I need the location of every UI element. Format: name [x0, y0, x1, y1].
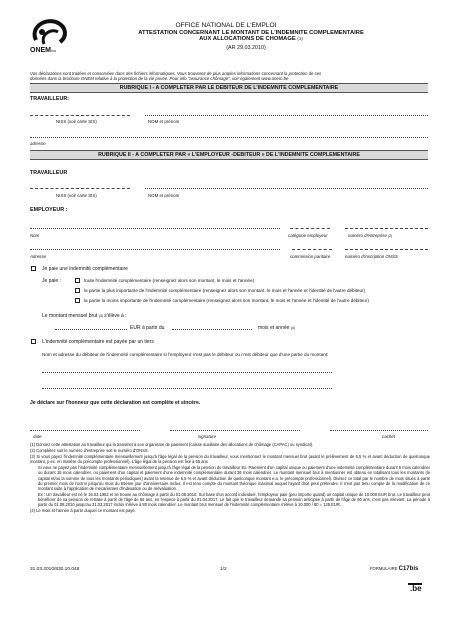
je-paie-label: Je paie :	[42, 278, 61, 284]
form-subtitle: AUX ALLOCATIONS DE CHOMAGE (1)	[199, 36, 303, 42]
decree-ref: (AR 29.03.2010)	[226, 45, 266, 51]
onss-number-label: numéro d'inscription ONSS	[345, 254, 398, 259]
checkbox-third-party[interactable]	[31, 339, 36, 344]
employer-address-label: Adresse	[30, 254, 47, 259]
footnote-1: (1) Donnez cette attestation au travailleur qui la transmet à son organisme de paiement (caisse auxiliaire des allocations de chômage (CAPAC) ou syndicat).	[30, 442, 314, 447]
address-field-1[interactable]	[30, 137, 428, 138]
logo-text: ONEMrva	[30, 47, 56, 54]
eur-from-label: EUR à partir du	[130, 325, 165, 331]
footnote-3: (3) Si vous payez l'indemnité complémentaire mensuellement jusqu'à l'âge légal de la pension du travailleur, vous mentionnez le montant mensuel brut (avant le prélèvement de 6,5 % et avant déduction de quelconque montant, p.ex. en matière du précompte professionnel). L'âge légal de la pension est fixé à 65 ans	[30, 454, 430, 465]
org-name: OFFICE NATIONAL DE L'EMPLOI	[175, 22, 277, 29]
niss-label-2: NISS (voir carte SIS)	[56, 193, 97, 198]
checkbox-sub-larger[interactable]	[75, 288, 80, 293]
honour-declaration: Je déclare sur l'honneur que cette déclaration est complète et sincère.	[30, 400, 201, 406]
form-title: ATTESTATION CONCERNANT LE MONTANT DE L'INDEMNITE COMPLEMENTAIRE	[138, 30, 364, 36]
third-party-line-2[interactable]	[42, 388, 332, 389]
checkbox-pays-supplement[interactable]	[31, 266, 36, 271]
employer-name-field[interactable]	[30, 228, 280, 229]
date-label: date	[33, 434, 42, 439]
be-logo: .be	[410, 584, 422, 593]
onss-number-field[interactable]	[345, 249, 428, 250]
sub-option-smaller: la partie la moins importante de l'indemnité complémentaire (renseignez alors son montant, le mois et l'année et l'identité de l'autre débiteur)	[84, 298, 369, 303]
gross-amount-field[interactable]	[55, 329, 127, 330]
rubrique-2-title: RUBRIQUE II - A COMPLETER PAR « L'EMPLOYEUR -DEBITEUR » DE L'INDEMNITE COMPLEMENTAIRE	[30, 150, 428, 160]
third-party-line-1[interactable]	[42, 372, 332, 373]
worker-label-2: TRAVAILLEUR	[30, 170, 68, 176]
form-id: FORMULAIRE C17bis	[370, 566, 419, 572]
start-month-field[interactable]	[172, 329, 252, 330]
privacy-notice: Vos déclarations sont traitées et conservées dans des fichiers informatiques. Vous trouverez de plus amples informations concernant la protection de ces données dans la brochure ONEM relative à la protection de la vie privée. Pour info "assurance chômage", voir également www.onem.be	[30, 71, 322, 82]
niss-field-2[interactable]	[30, 188, 130, 189]
name-label-2: NOM et prénom	[148, 193, 180, 198]
footnote-2: (2) Complétez soit le numéro d'entreprise soit le numéro d'ONSS.	[30, 448, 149, 454]
joint-committee-field[interactable]	[292, 249, 332, 250]
page-number: 1/2	[220, 567, 227, 572]
name-label-1: NOM et prénom	[148, 119, 180, 124]
enterprise-number-field[interactable]	[345, 228, 428, 229]
employer-label: EMPLOYEUR :	[30, 207, 68, 213]
gross-amount-label: Le montant mensuel brut (3) s'élève à :	[42, 313, 127, 319]
third-party-instruction: Nom et adresse du débiteur de l'indemnité complémentaire si l'employeur n'est pas le débiteur ou n'est débiteur que d'une partie du montant:	[42, 352, 329, 357]
footnote-3-example: Ex : Un travailleur est né le 16.03.1952 et se trouve au chômage à partir du 01.08.2010. Sur base d'un accord individuel, l'employeur paie (peu importe quand) un capital unique de 10.000 EUR brut. Le travailleur peut bénéficier de sa pension de retraite à partir de l'âge de 65 ans, en l'espèce à partir du 01.04.2017. Le fait que le travailleur demande sa pension anticipée à partir de l'âge de 60 ans, n'est pas relevant. La période à partir du 01.08.2010 jusqu'au 31.03.2017 inclus s'élève à 80 mois calendrier. Le montant brut mensuel de l'indemnité complémentaire s'élève à 10.000 / 80 = 125 EUR.	[38, 491, 430, 508]
footnote-3-detail: Si vous ne payez pas l'indemnité complémentaire mensuellement jusqu'à l'âge légal de la pension du travailleur Ex. Paiement d'un capital unique ou paiement d'une indemnité complémentaire durant 5 mois calendrier ou durant 15 mois calendrier, ou paiement d'un capital et paiement d'une indemnité complémentaire durant 36 mois calendrier. Le montant mensuel brut à mentionner est obtenu en totalisant tous les montants (le capital et/ou la somme de tous les montants périodiques) avant la retenue de 6,5 % et avant déduction de quelconque montant e.a. le précompte professionnel). Divisez ce total par le nombre de mois situés à partir du premier mois de l'octroi jusqu'au mois du 65ème jour d'anniversaire inclus. Il est tenu compte du montant théorique maximal auquel l'ayant droit peut prétendre. Il n'est pas tenu compte de la modification de ce montant suite à l'application de mécanismes d'indexation ou de réévaluation.	[38, 465, 430, 491]
sub-option-all: toute l'indemnité complémentaire (renseignez alors son montant, le mois et l'année)	[84, 278, 255, 283]
address-label-1: adresse	[30, 141, 46, 146]
name-field-2[interactable]	[145, 188, 428, 189]
sub-option-larger: la partie la plus importante de l'indemnité complémentaire (renseignez alors son montant, le mois et l'année et l'identité de l'autre débiteur)	[84, 288, 366, 293]
option-pays-supplement: Je paie une indemnité complémentaire	[42, 266, 128, 272]
date-field[interactable]	[30, 430, 140, 431]
footnotes	[30, 442, 430, 513]
stamp-label: cachet	[382, 434, 395, 439]
footnote-4: (4) Le mois et l'année à partir duquel ce montant est payé.	[30, 508, 136, 514]
rubrique-1-title: RUBRIQUE I - A COMPLETER PAR LE DEBITEUR DE L'INDEMNITE COMPLEMENTAIRE	[30, 83, 428, 93]
niss-label-1: NISS (voir carte SIS)	[56, 119, 97, 124]
signature-field[interactable]	[170, 430, 300, 431]
signature-label: signature	[198, 434, 217, 439]
employer-name-label: Nom	[30, 233, 40, 238]
niss-field-1[interactable]	[30, 115, 130, 116]
employer-category-label: catégorie employeur	[288, 233, 328, 238]
form-code: 31.03.2010/830.10.048	[30, 567, 80, 572]
option-third-party: L'indemnité complémentaire est payée par un tiers	[42, 339, 154, 345]
name-field-1[interactable]	[145, 115, 428, 116]
checkbox-sub-smaller[interactable]	[75, 298, 80, 303]
checkbox-sub-all[interactable]	[75, 278, 80, 283]
worker-label-1: TRAVAILLEUR:	[30, 96, 70, 102]
employer-category-field[interactable]	[290, 228, 330, 229]
enterprise-number-label: numéro d'entreprise (2)	[348, 233, 393, 238]
month-year-label: mois et année (4)	[258, 325, 295, 331]
joint-committee-label: commission paritaire	[290, 254, 331, 259]
stamp-field[interactable]	[330, 430, 428, 431]
employer-address-field[interactable]	[30, 249, 280, 250]
